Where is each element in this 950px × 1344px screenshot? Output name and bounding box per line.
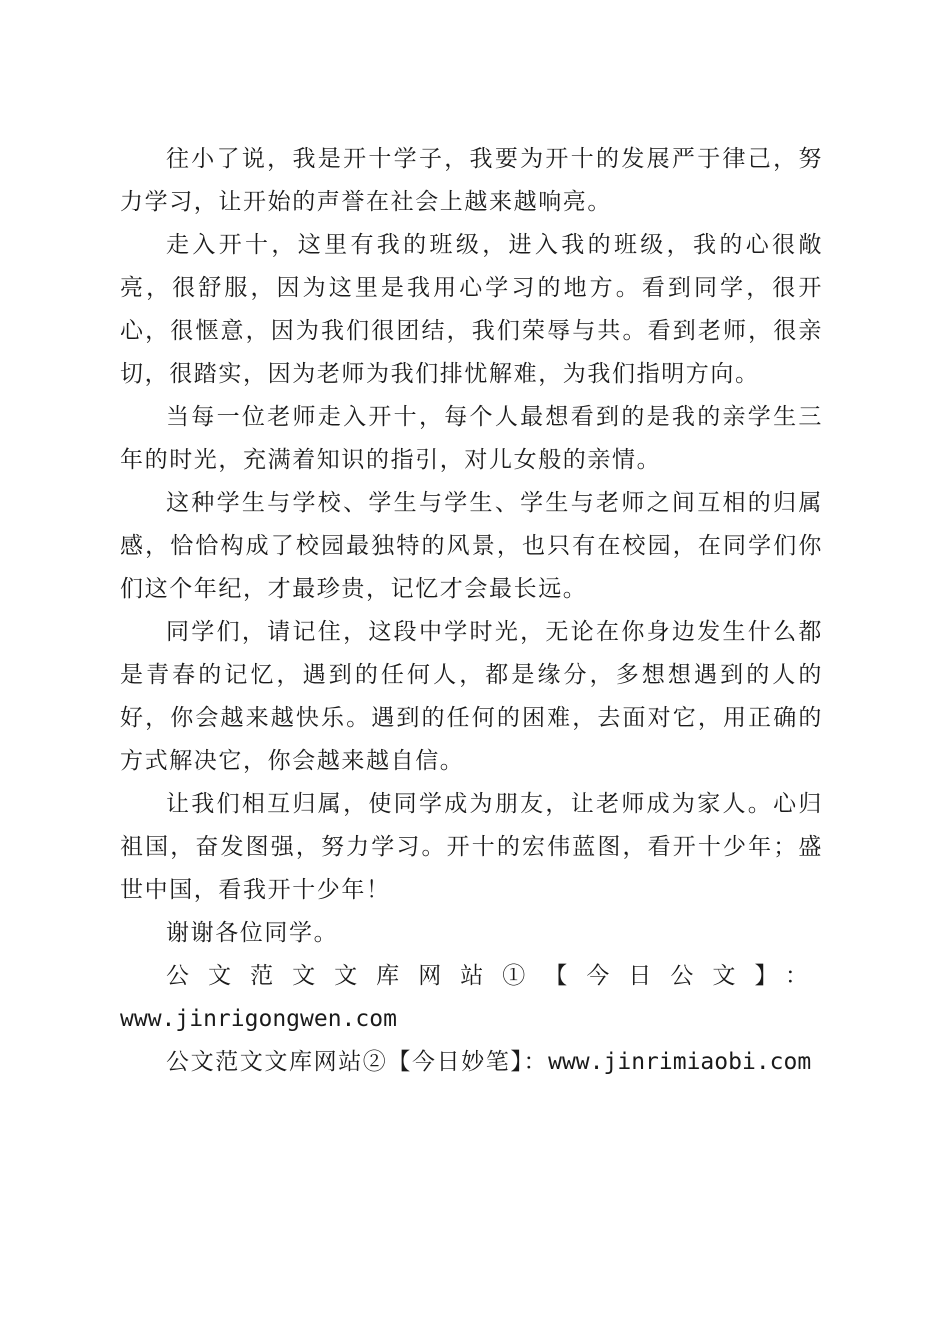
website-line-2 — [120, 1041, 823, 1084]
paragraph-1: 往小了说，我是开十学子，我要为开十的发展严于律己，努力学习，让开始的声誉在社会上越来越响亮。 — [120, 146, 823, 215]
document-body — [120, 138, 823, 1084]
website-url-2[interactable]: www.jinrimiaobi.com — [548, 1049, 812, 1075]
website-label-1: 公文范文文库网站①【今日公文】： — [166, 963, 823, 989]
paragraph-3: 当每一位老师走入开十，每个人最想看到的是我的亲学生三年的时光，充满着知识的指引，对儿女般的亲情。 — [120, 404, 823, 473]
paragraph-4: 这种学生与学校、学生与学生、学生与老师之间互相的归属感，恰恰构成了校园最独特的风景，也只有在校园，在同学们你们这个年纪，才最珍贵，记忆才会最长远。 — [120, 490, 823, 602]
website-label-2: 公文范文文库网站②【今日妙笔】： — [166, 1049, 549, 1075]
paragraph-5: 同学们，请记住，这段中学时光，无论在你身边发生什么都是青春的记忆，遇到的任何人，都是缘分，多想想遇到的人的好，你会越来越快乐。遇到的任何的困难，去面对它，用正确的方式解决它，你会越来越自信。 — [120, 619, 823, 774]
paragraph-closing: 谢谢各位同学。 — [166, 920, 339, 946]
paragraph-6: 让我们相互归属，使同学成为朋友，让老师成为家人。心归祖国，奋发图强，努力学习。开十的宏伟蓝图，看开十少年；盛世中国，看我开十少年！ — [120, 791, 823, 903]
website-url-1[interactable]: www.jinrigongwen.com — [120, 1006, 397, 1032]
website-line-1 — [120, 955, 823, 1041]
paragraph-2: 走入开十，这里有我的班级，进入我的班级，我的心很敞亮，很舒服，因为这里是我用心学习的地方。看到同学，很开心，很惬意，因为我们很团结，我们荣辱与共。看到老师，很亲切，很踏实，因为老师为我们排忧解难，为我们指明方向。 — [120, 232, 823, 387]
